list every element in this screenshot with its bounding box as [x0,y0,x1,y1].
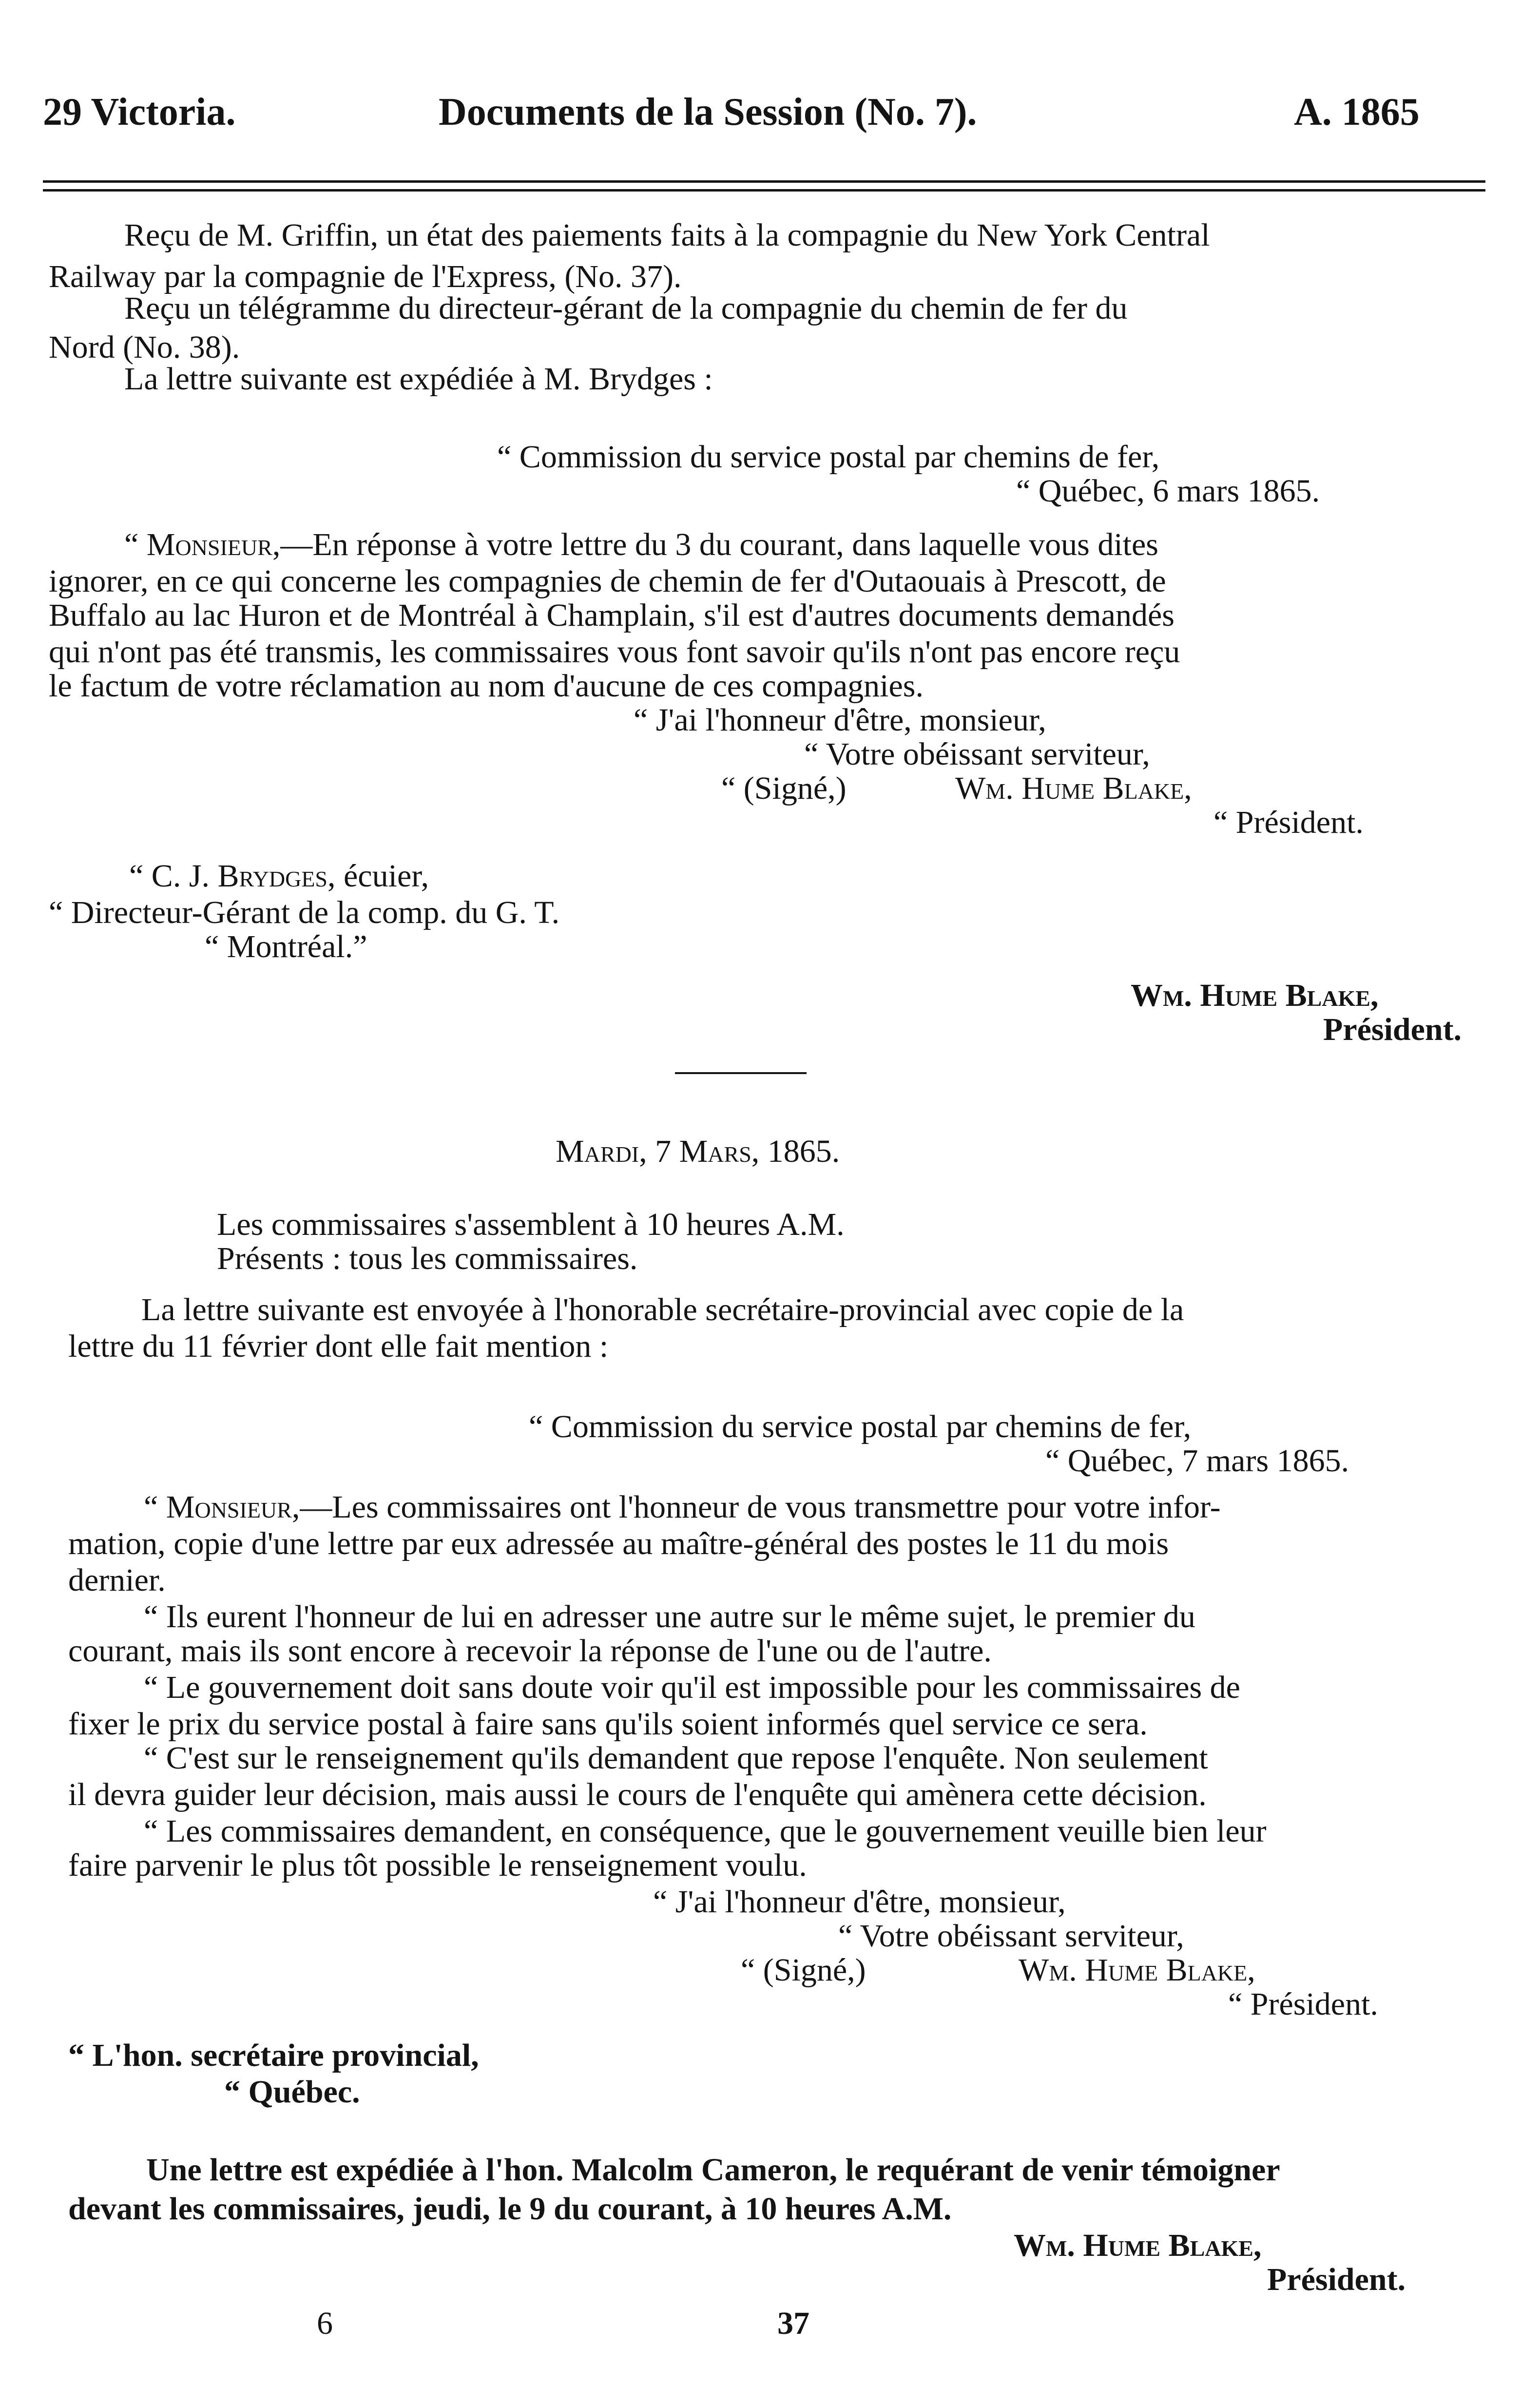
intro-line: Reçu de M. Griffin, un état des paiements faits à la compagnie du New York Central [124,217,1210,253]
letter1-salutation: “ Monsieur, [124,527,281,562]
final-signer: Wm. Hume Blake, [1014,2228,1262,2263]
session-line: La lettre suivante est envoyée à l'honorable secrétaire-provincial avec copie de la [141,1292,1184,1327]
header-year: A. 1865 [1294,91,1420,134]
letter2-body-line: “ C'est sur le renseignement qu'ils demandent que repose l'enquête. Non seulement [144,1740,1208,1776]
letter2-date: “ Québec, 7 mars 1865. [1045,1443,1349,1479]
header-session: 29 Victoria. [43,91,236,134]
letter2-closing: “ Votre obéissant serviteur, [838,1918,1184,1954]
letter2-body-line: courant, mais ils sont encore à recevoir la réponse de l'une ou de l'autre. [68,1633,992,1669]
date-heading: Mardi, 7 Mars, 1865. [556,1134,840,1169]
letter1-body-line: —En réponse à votre lettre du 3 du courant, dans laquelle vous dites [280,527,1158,562]
addressee-quote: “ C. J. [129,858,210,894]
addressee-rank: écuier, [344,858,429,894]
minutes-signer-title: Président. [1323,1012,1462,1047]
letter1-heading: “ Commission du service postal par chemins de fer, [497,439,1160,475]
header-rule-bottom [43,189,1485,192]
letter2-signer-title: “ Président. [1228,1986,1378,2022]
letter1-date: “ Québec, 6 mars 1865. [1016,473,1320,509]
letter1-signer: Wm. Hume Blake, [955,770,1192,806]
intro-line: La lettre suivante est expédiée à M. Brydges : [124,361,713,397]
intro-line: Nord (No. 38). [49,329,240,365]
letter1-body-line: le factum de votre réclamation au nom d'aucune de ces compagnies. [49,668,924,704]
letter2-first-line [144,1491,1221,1523]
letter1-closing: “ J'ai l'honneur d'être, monsieur, [634,702,1046,738]
letter1-signer-title: “ Président. [1213,805,1364,840]
letter2-addressee: “ L'hon. secrétaire provincial, [68,2038,479,2073]
letter1-body-line: qui n'ont pas été transmis, les commissaires vous font savoir qu'ils n'ont pas encore reçu [49,634,1180,670]
final-line: Une lettre est expédiée à l'hon. Malcolm Cameron, le requérant de venir témoigner [146,2152,1280,2188]
letter2-closing: “ J'ai l'honneur d'être, monsieur, [653,1884,1066,1920]
page-number: 37 [777,2306,809,2341]
letter2-body-line: “ Ils eurent l'honneur de lui en adresser une autre sur le même sujet, le premier du [144,1599,1195,1635]
letter2-body-line: fixer le prix du service postal à faire sans qu'ils soient informés quel service ce sera. [68,1706,1148,1742]
session-line: Les commissaires s'assemblent à 10 heures A.M. [217,1207,845,1242]
session-line: lettre du 11 février dont elle fait mention : [68,1328,609,1364]
session-line: Présents : tous les commissaires. [217,1241,638,1276]
final-line: devant les commissaires, jeudi, le 9 du courant, à 10 heures A.M. [68,2191,952,2227]
minutes-signer: Wm. Hume Blake, [1131,978,1379,1013]
letter1-addressee-title: “ Directeur-Gérant de la comp. du G. T. [49,895,560,930]
letter2-body-line: “ Les commissaires demandent, en conséquence, que le gouvernement veuille bien leur [144,1813,1267,1849]
letter2-body-line: “ Le gouvernement doit sans doute voir qu'il est impossible pour les commissaires de [144,1670,1240,1705]
letter2-body-line: dernier. [68,1562,166,1598]
intro-line: Railway par la compagnie de l'Express, (No. 37). [49,259,682,294]
letter2-body-line: mation, copie d'une lettre par eux adressée au maître-général des postes le 11 du mois [68,1526,1169,1561]
letter1-addressee-city: “ Montréal.” [205,929,367,964]
letter2-body-line: —Les commissaires ont l'honneur de vous transmettre pour votre infor- [300,1489,1221,1525]
letter2-body-line: faire parvenir le plus tôt possible le renseignement voulu. [68,1847,807,1883]
letter2-salutation: “ Monsieur, [144,1489,300,1525]
letter1-body-line: ignorer, en ce qui concerne les compagnies de chemin de fer d'Outaouais à Prescott, de [49,563,1166,599]
header-rule-top [43,180,1485,183]
letter2-signer: Wm. Hume Blake, [1019,1952,1255,1988]
signature-mark: 6 [317,2306,333,2341]
letter2-body-line: il devra guider leur décision, mais aussi le cours de l'enquête qui amènera cette décision. [68,1777,1207,1812]
letter2-addressee-city: “ Québec. [224,2074,360,2110]
addressee-name: Brydges, [217,858,336,894]
section-divider [675,1072,807,1074]
header-title: Documents de la Session (No. 7). [439,91,977,134]
letter2-heading: “ Commission du service postal par chemins de fer, [529,1409,1192,1444]
letter2-signed: “ (Signé,) [741,1952,866,1988]
letter1-first-line [124,529,1158,561]
letter1-addressee [129,860,429,892]
final-signer-title: Président. [1267,2262,1406,2297]
letter1-closing: “ Votre obéissant serviteur, [804,736,1150,772]
intro-line: Reçu un télégramme du directeur-gérant de la compagnie du chemin de fer du [124,290,1128,326]
letter1-body-line: Buffalo au lac Huron et de Montréal à Champlain, s'il est d'autres documents demandés [49,597,1174,633]
letter1-signed: “ (Signé,) [721,770,847,806]
